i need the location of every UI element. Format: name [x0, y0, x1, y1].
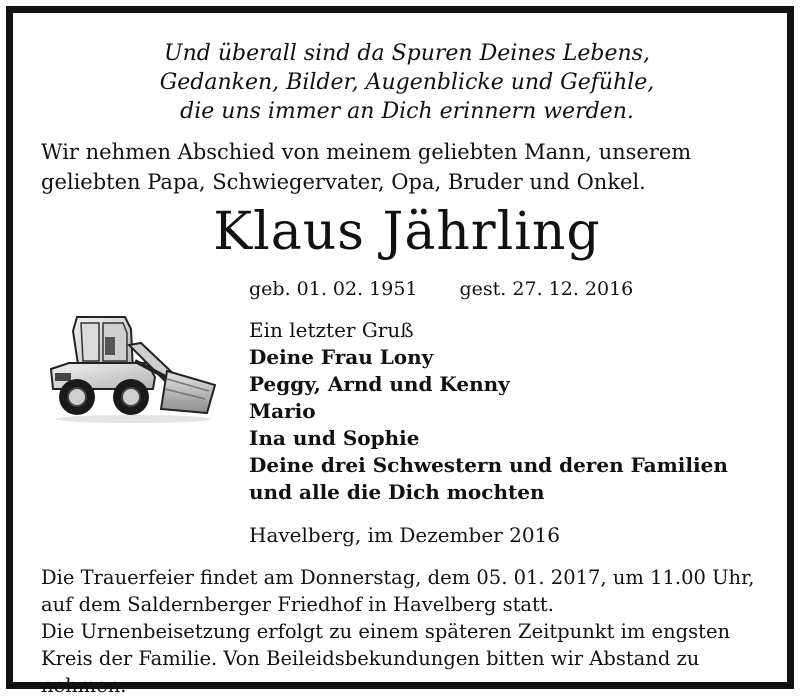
- obituary-frame: [6, 6, 794, 697]
- deceased-name: Klaus Jährling: [213, 202, 601, 262]
- signer: Deine drei Schwestern und deren Familien: [249, 453, 728, 477]
- greeting: Ein letzter Gruß: [249, 318, 414, 342]
- signer: Deine Frau Lony: [249, 345, 434, 369]
- wheel-loader-icon: [43, 309, 219, 429]
- funeral-service-note: Die Trauerfeier findet am Donnerstag, dem 05. 01. 2017, um 11.00 Uhr, auf dem Saldernberger Friedhof in Havelberg statt.: [41, 566, 755, 616]
- poem-line: Und überall sind da Spuren Deines Lebens,: [164, 41, 650, 66]
- funeral-notes: [41, 564, 781, 699]
- life-dates: [249, 276, 633, 302]
- memorial-poem: [13, 39, 800, 126]
- place-and-date: Havelberg, im Dezember 2016: [249, 523, 560, 547]
- urn-burial-note: Die Urnenbeisetzung erfolgt zu einem späteren Zeitpunkt im engsten Kreis der Familie. Von Beileidsbekundungen bitten wir Abstand zu nehmen.: [41, 620, 731, 697]
- signer: und alle die Dich mochten: [249, 480, 545, 504]
- poem-line: die uns immer an Dich erinnern werden.: [180, 99, 634, 124]
- signer: Ina und Sophie: [249, 426, 420, 450]
- birth-date: geb. 01. 02. 1951: [249, 278, 418, 300]
- poem-line: Gedanken, Bilder, Augenblicke und Gefühle,: [159, 70, 655, 95]
- farewell-intro: Wir nehmen Abschied von meinem geliebten Mann, unserem geliebten Papa, Schwiegervater, Opa, Bruder und Onkel.: [41, 140, 692, 194]
- signer: Peggy, Arnd und Kenny: [249, 372, 510, 396]
- death-date: gest. 27. 12. 2016: [459, 278, 634, 300]
- signatories: [249, 317, 728, 506]
- signer: Mario: [249, 399, 316, 423]
